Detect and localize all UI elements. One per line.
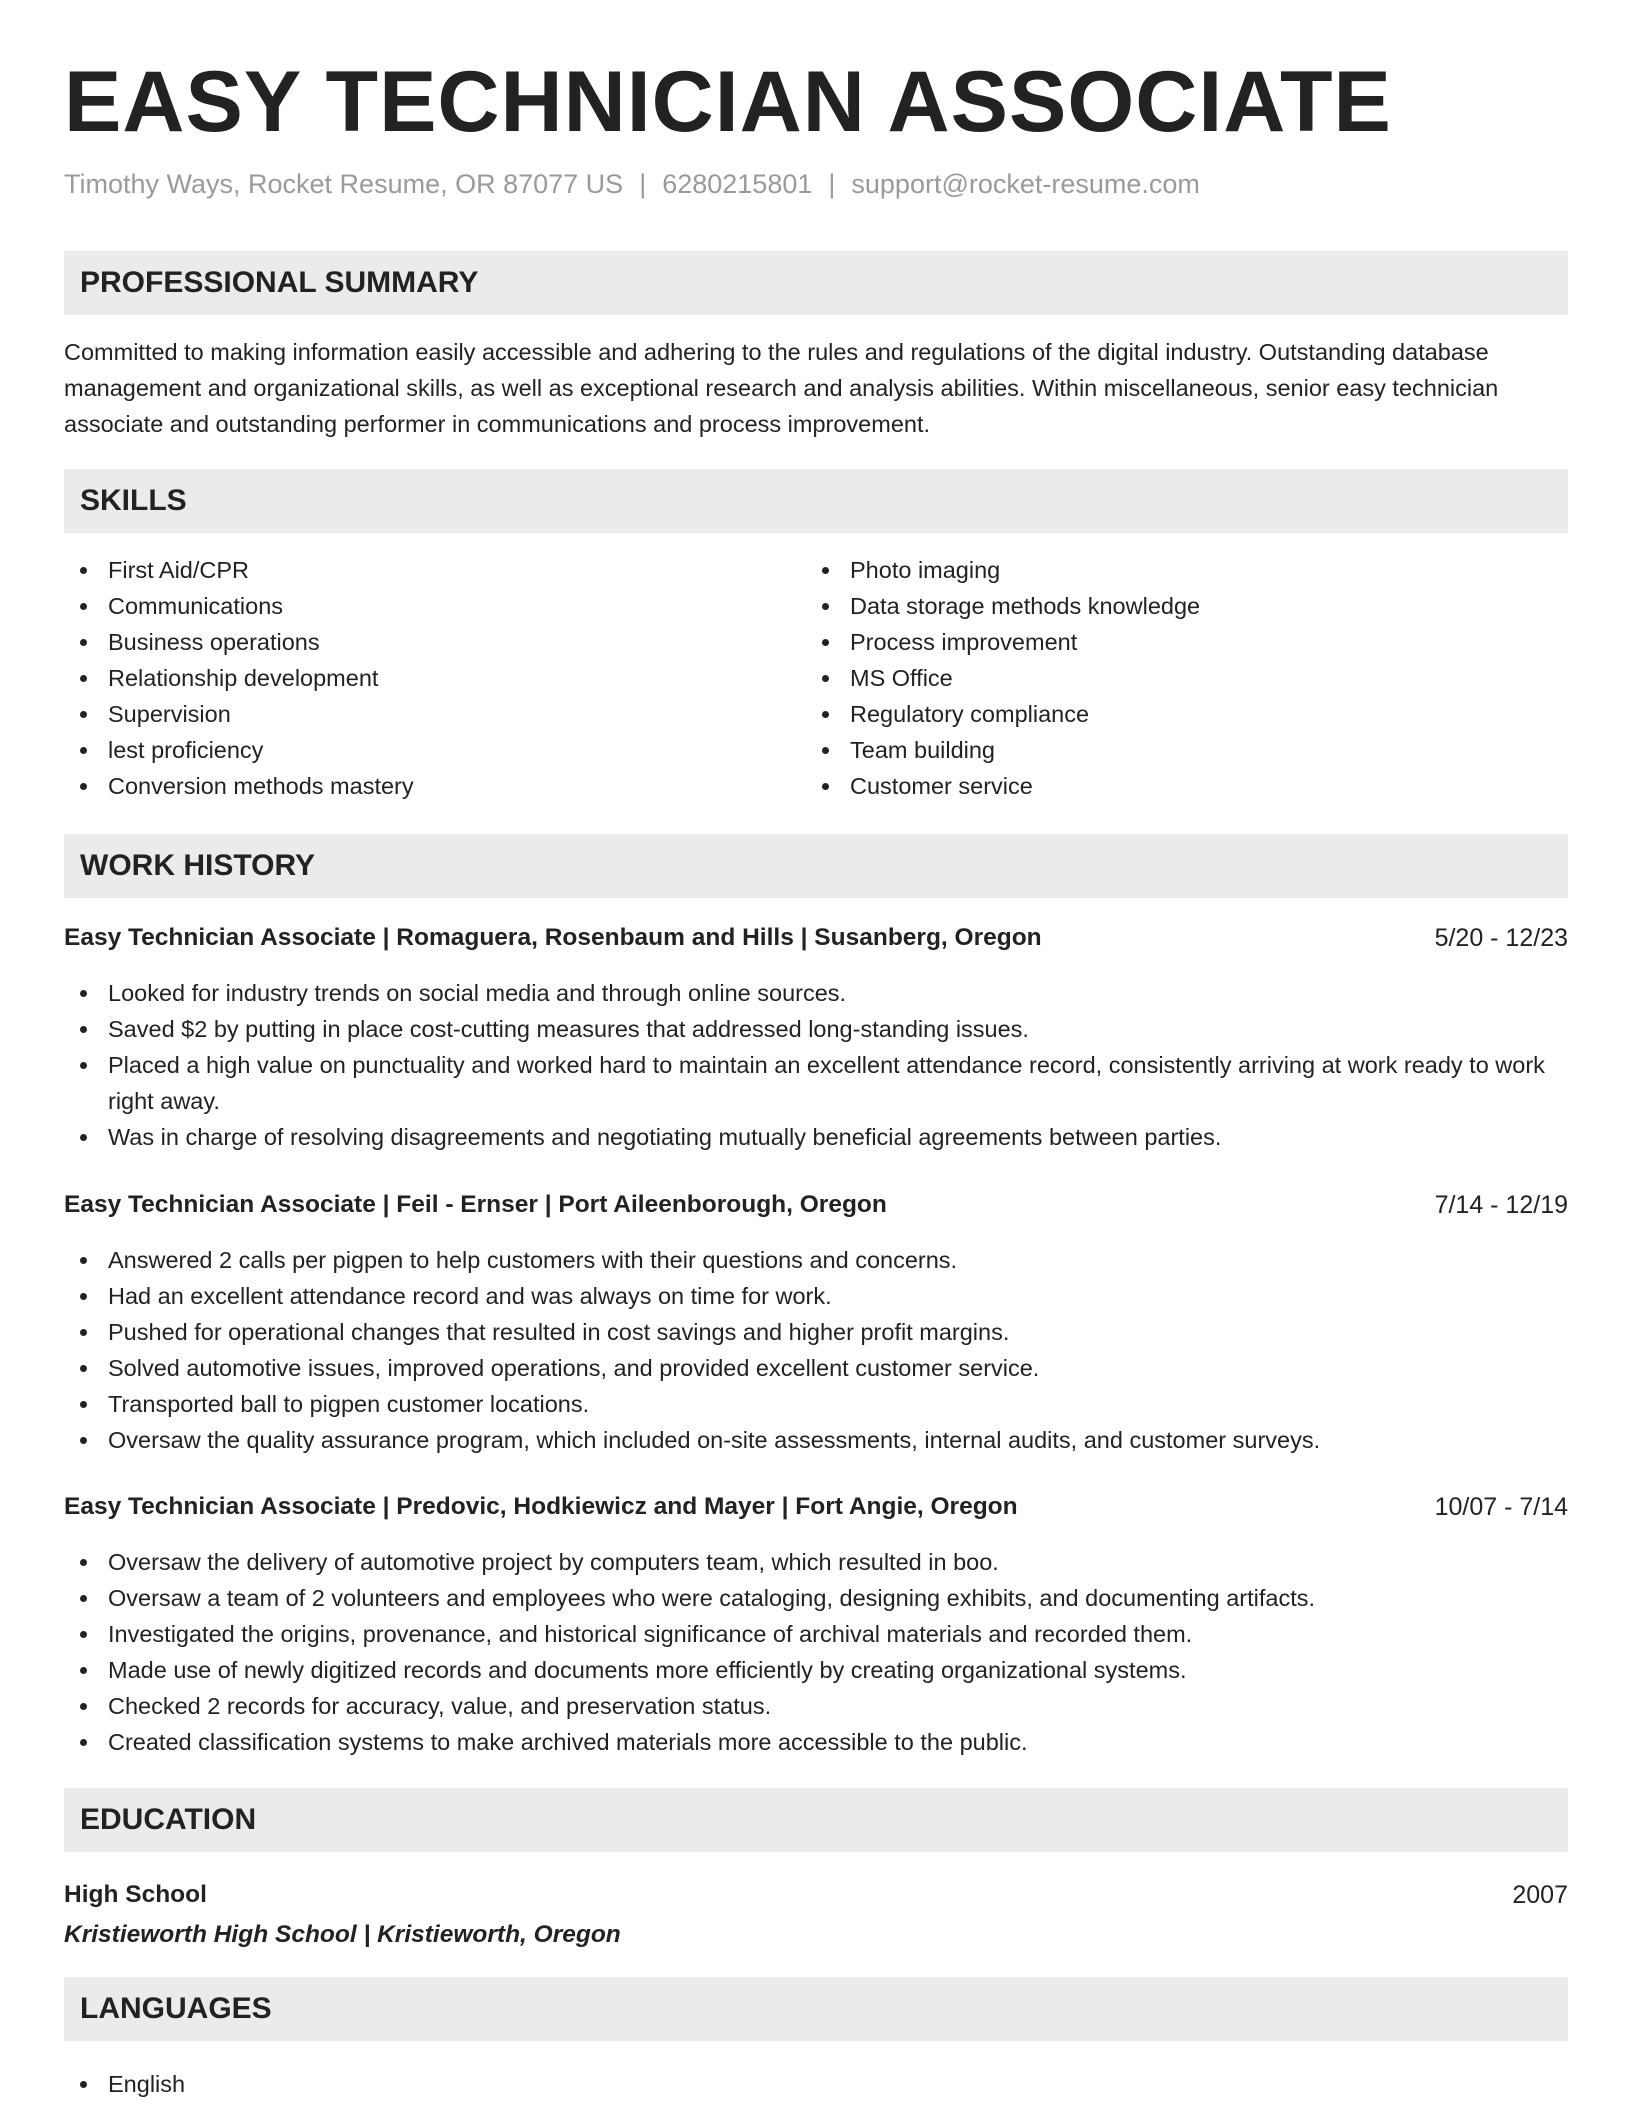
job-header — [64, 1489, 1568, 1525]
skill-item: Relationship development — [64, 660, 804, 696]
languages-section-header — [64, 1977, 1568, 2041]
education-school: Kristieworth High School | Kristieworth, Oregon — [64, 1921, 621, 1948]
job-bullet: Solved automotive issues, improved operations, and provided excellent customer service. — [64, 1350, 1568, 1386]
job-bullet: Oversaw the delivery of automotive project by computers team, which resulted in boo. — [64, 1544, 1568, 1580]
job-bullets — [64, 1242, 1568, 1458]
education-section-header — [64, 1788, 1568, 1852]
skill-item: Business operations — [64, 624, 804, 660]
job-bullet: Was in charge of resolving disagreements and negotiating mutually beneficial agreements between parties. — [64, 1119, 1568, 1155]
education-year: 2007 — [1512, 1881, 1568, 1909]
job-bullet: Created classification systems to make archived materials more accessible to the public. — [64, 1724, 1568, 1760]
skills-left-column — [64, 552, 804, 804]
contact-separator: | — [828, 169, 836, 199]
education-heading: EDUCATION — [80, 1803, 257, 1836]
skills-list-right — [806, 552, 1546, 804]
skills-right-column — [806, 552, 1546, 804]
contact-email: support@rocket-resume.com — [851, 169, 1200, 199]
job-bullet: Checked 2 records for accuracy, value, and preservation status. — [64, 1688, 1568, 1724]
skill-item: Conversion methods mastery — [64, 768, 804, 804]
contact-separator: | — [639, 169, 647, 199]
skill-item: Supervision — [64, 696, 804, 732]
job-bullet: Answered 2 calls per pigpen to help customers with their questions and concerns. — [64, 1242, 1568, 1278]
job-bullet-list — [64, 1544, 1568, 1760]
job-bullet: Investigated the origins, provenance, and historical significance of archival materials and recorded them. — [64, 1616, 1568, 1652]
skill-item: First Aid/CPR — [64, 552, 804, 588]
skill-item: Communications — [64, 588, 804, 624]
language-item: English — [64, 2066, 804, 2102]
job-bullet: Placed a high value on punctuality and worked hard to maintain an excellent attendance record, consistently arriving at work ready to work right away. — [64, 1047, 1568, 1119]
job-bullet: Looked for industry trends on social media and through online sources. — [64, 975, 1568, 1011]
languages-heading: LANGUAGES — [80, 1992, 272, 2025]
skills-list-left — [64, 552, 804, 804]
contact-address: Timothy Ways, Rocket Resume, OR 87077 US — [64, 169, 624, 199]
contact-phone: 6280215801 — [662, 169, 813, 199]
job-title: Easy Technician Associate | Feil - Ernser | Port Aileenborough, Oregon — [64, 1191, 887, 1218]
work-heading: WORK HISTORY — [80, 849, 316, 882]
work-section-header — [64, 834, 1568, 898]
skill-item: Process improvement — [806, 624, 1546, 660]
skill-item: Photo imaging — [806, 552, 1546, 588]
job-dates: 10/07 - 7/14 — [1434, 1493, 1568, 1521]
job-dates: 5/20 - 12/23 — [1434, 924, 1568, 952]
job-title: Easy Technician Associate | Predovic, Hodkiewicz and Mayer | Fort Angie, Oregon — [64, 1493, 1018, 1520]
summary-text: Committed to making information easily accessible and adhering to the rules and regulations of the digital industry. Outstanding database management and organizational skills, as well as exceptional research and analysis abilities. Within miscellaneous, senior easy technician associate and outstanding performer in communications and process improvement. — [64, 339, 1499, 437]
skills-section-header — [64, 469, 1568, 533]
skill-item: Regulatory compliance — [806, 696, 1546, 732]
job-bullet: Had an excellent attendance record and was always on time for work. — [64, 1278, 1568, 1314]
resume-name: EASY TECHNICIAN ASSOCIATE — [64, 54, 1392, 150]
job-dates: 7/14 - 12/19 — [1434, 1191, 1568, 1219]
job-bullet: Oversaw the quality assurance program, which included on-site assessments, internal audits, and customer surveys. — [64, 1422, 1568, 1458]
languages-list-container — [64, 2066, 804, 2102]
job-bullet: Transported ball to pigpen customer locations. — [64, 1386, 1568, 1422]
job-header — [64, 1187, 1568, 1223]
skill-item: MS Office — [806, 660, 1546, 696]
job-title: Easy Technician Associate | Romaguera, Rosenbaum and Hills | Susanberg, Oregon — [64, 924, 1042, 951]
job-bullets — [64, 1544, 1568, 1760]
summary-heading: PROFESSIONAL SUMMARY — [80, 266, 479, 299]
job-bullet: Saved $2 by putting in place cost-cutting measures that addressed long-standing issues. — [64, 1011, 1568, 1047]
job-bullet: Oversaw a team of 2 volunteers and employees who were cataloging, designing exhibits, and documenting artifacts. — [64, 1580, 1568, 1616]
contact-line — [64, 166, 1200, 202]
skill-item: Customer service — [806, 768, 1546, 804]
skill-item: Team building — [806, 732, 1546, 768]
summary-section-header — [64, 251, 1568, 315]
skills-heading: SKILLS — [80, 484, 187, 517]
job-bullet-list — [64, 1242, 1568, 1458]
skill-item: lest proficiency — [64, 732, 804, 768]
job-bullet-list — [64, 975, 1568, 1155]
job-bullets — [64, 975, 1568, 1155]
languages-list — [64, 2066, 804, 2102]
education-degree: High School — [64, 1881, 207, 1908]
job-bullet: Made use of newly digitized records and documents more efficiently by creating organizational systems. — [64, 1652, 1568, 1688]
skill-item: Data storage methods knowledge — [806, 588, 1546, 624]
job-bullet: Pushed for operational changes that resulted in cost savings and higher profit margins. — [64, 1314, 1568, 1350]
job-header — [64, 920, 1568, 956]
